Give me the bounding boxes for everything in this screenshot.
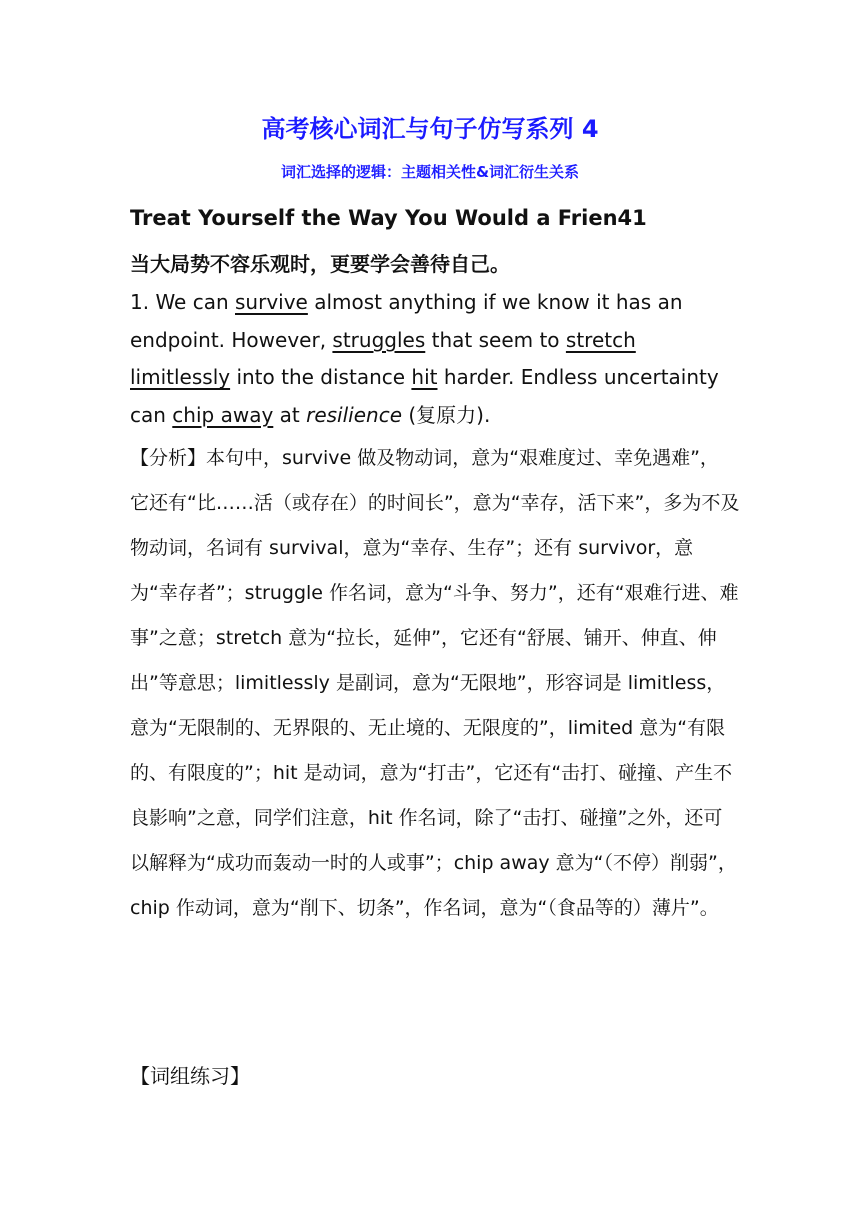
keyword-struggles: struggles xyxy=(332,327,426,352)
analysis-paragraph: 【分析】本句中，survive 做及物动词，意为“艰难度过、幸免遇难”， 它还有“比……活（或存在）的时间长”，意为“幸存，活下来”，多为不及物动词，名词有 survival，意为“幸存、生存”；还有 survivor，意为“幸存者”；struggle 作名词，意为“斗争、努力”，还有“艰难行进、难事”之意；stretch 意为“拉长，延伸”，它还有“舒展、铺开、伸直、伸出”等意思；limitlessly 是副词，意为“无限地”，形容词是 limitless，意为“无限制的、无界限的、无止境的、无限度的”，limited 意为“有限的、有限度的”；hit 是动词，意为“打击”，它还有“击打、碰撞、产生不良影响”之意，同学们注意，hit 作名词，除了“击打、碰撞”之外，还可以解释为“成功而轰动一时的人或事”；chip away 意为“（不停）削弱”，chip 作动词，意为“削下、切条”，作名词，意为“（食品等的）薄片”。 xyxy=(130,447,740,919)
sentence-text: that seem to xyxy=(425,327,566,352)
keyword-chip-away: chip away xyxy=(172,402,274,427)
sentence-text: (复原力). xyxy=(402,402,491,427)
sentence-text: at xyxy=(273,402,307,427)
document-title: 高考核心词汇与句子仿写系列 4 xyxy=(261,115,599,143)
example-sentence xyxy=(130,284,740,434)
section-heading-phrase-practice: 【词组练习】 xyxy=(130,1064,250,1088)
keyword-stretch-limitlessly: stretch limitlessly xyxy=(130,327,636,389)
article-heading-english: Treat Yourself the Way You Would a Frien41 xyxy=(130,206,647,230)
sentence-text: almost anything if we know it has an endpoint. However, xyxy=(130,290,683,352)
sentence-text: into the distance xyxy=(230,365,412,389)
keyword-resilience: resilience xyxy=(306,402,403,427)
article-heading-chinese: 当大局势不容乐观时，更要学会善待自己。 xyxy=(130,252,510,276)
document-subtitle: 词汇选择的逻辑：主题相关性&词汇衍生关系 xyxy=(280,163,580,181)
keyword-hit: hit xyxy=(411,365,438,389)
sentence-text: 1. We can xyxy=(130,290,235,314)
keyword-survive: survive xyxy=(235,290,308,314)
sentence-text: harder. Endless uncertainty can xyxy=(130,365,719,427)
